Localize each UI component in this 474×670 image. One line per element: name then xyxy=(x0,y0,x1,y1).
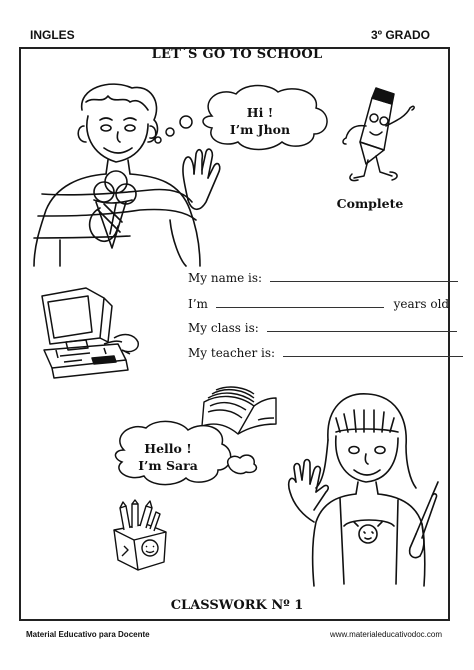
age-suffix: years old xyxy=(393,297,450,311)
classwork-title: CLASSWORK Nº 1 xyxy=(170,598,304,613)
age-blank[interactable] xyxy=(216,296,384,308)
boy-greeting xyxy=(210,104,310,138)
subject-label: INGLES xyxy=(30,28,75,42)
girl-greeting-line1: Hello ! xyxy=(144,441,192,456)
footer-website-link[interactable]: www.materialeducativodoc.com xyxy=(329,630,442,639)
girl-painting-icon xyxy=(270,388,450,588)
grade-label: 3º GRADO xyxy=(370,28,430,42)
form-teacher-row xyxy=(188,345,463,361)
age-prefix: I’m xyxy=(188,297,208,311)
footer-publisher: Material Educativo para Docente xyxy=(26,630,150,639)
pencil-character-icon xyxy=(336,80,426,190)
form-age-row xyxy=(188,296,449,312)
page-title: LET´S GO TO SCHOOL xyxy=(151,47,323,62)
girl-greeting-line2: I’m Sara xyxy=(138,458,198,473)
class-label: My class is: xyxy=(188,321,259,335)
class-blank[interactable] xyxy=(267,320,457,332)
boy-greeting-line1: Hi ! xyxy=(246,105,274,120)
form-class-row xyxy=(188,320,457,336)
name-blank[interactable] xyxy=(270,270,458,282)
form-name-row xyxy=(188,270,458,286)
girl-greeting xyxy=(118,440,218,474)
crayon-box-icon xyxy=(110,500,172,572)
teacher-blank[interactable] xyxy=(283,345,463,357)
name-label: My name is: xyxy=(188,271,263,285)
teacher-label: My teacher is: xyxy=(188,346,276,360)
computer-icon xyxy=(30,284,150,384)
complete-label: Complete xyxy=(336,196,404,211)
boy-greeting-line2: I’m Jhon xyxy=(229,122,291,137)
